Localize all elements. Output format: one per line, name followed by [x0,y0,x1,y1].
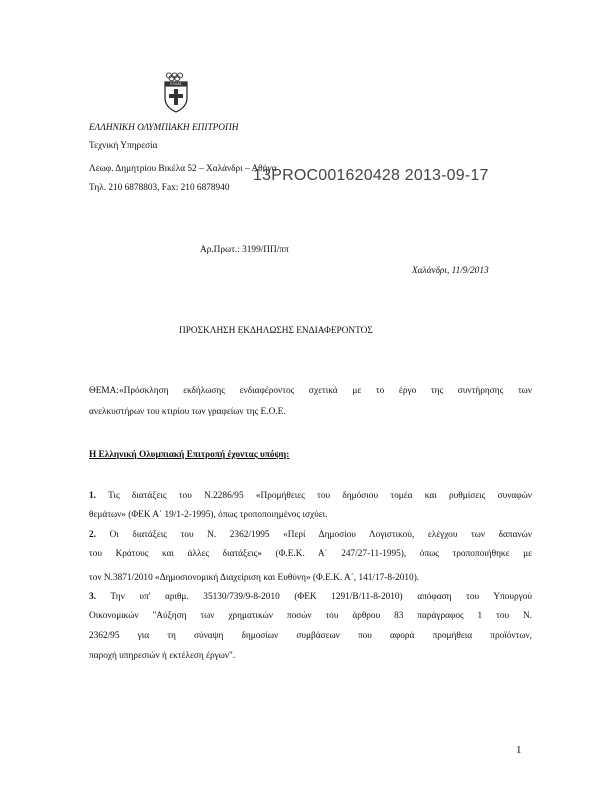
item-2-line-1 [89,529,532,541]
considering-heading: Η Ελληνική Ολυμπιακή Επιτροπή έχοντας υπόψη: [89,450,290,460]
address: Λεωφ. Δημητρίου Βικέλα 52 – Χαλάνδρι – Αθήνα [89,164,277,174]
department: Τεχνική Υπηρεσία [89,141,158,151]
item-3-text-1: Την υπ' αριθμ. 35130/739/9-8-2010 (ΦΕΚ 1291/Β/11-8-2010) απόφαση του Υπουργού [110,592,533,602]
item-3-line-1 [89,591,532,603]
protocol-number: Αρ.Πρωτ.: 3199/ΠΠ/ππ [200,245,289,255]
item-1-line-1 [89,490,532,502]
document-title: ΠΡΟΣΚΛΗΣΗ ΕΚΔΗΛΩΣΗΣ ΕΝΔΙΑΦΕΡΟΝΤΟΣ [179,326,373,336]
hoc-emblem-logo [163,71,189,113]
item-3-line-2: Οικονομικών "Αύξηση των χρηματικών ποσών του άρθρου 83 παράγραφος 1 του Ν. [89,611,532,621]
item-1-line-2: θεμάτων» (ΦΕΚ Α΄ 19/1-2-1995), όπως τροποποιημένος ισχύει. [89,510,328,520]
subject-line-1: ΘΕΜΑ:«Πρόσκληση εκδήλωσης ενδιαφέροντος σχετικά με το έργο της συντήρησης των [89,386,532,396]
item-2-number: 2. [89,530,96,540]
item-3-number: 3. [89,592,96,602]
item-3-line-4: παροχή υπηρεσιών ή εκτέλεση έργων". [89,651,236,661]
protocol-stamp: 13PROC001620428 2013-09-17 [253,167,489,184]
phone-fax: Τηλ. 210 6878803, Fax: 210 6878940 [89,183,230,193]
place-date: Χαλάνδρι, 11/9/2013 [412,266,489,276]
subject-line-2: ανελκυστήρων του κτιρίου των γραφείων της Ε.Ο.Ε. [89,407,286,417]
item-1-number: 1. [89,491,96,501]
item-3-line-3: 2362/95 για τη σύναψη δημοσίων συμβάσεων που αφορά προμήθεια προϊόντων, [89,631,532,641]
logo-label: ΕΛΛΑΣ [170,82,182,86]
item-2-line-2: του Κράτους και άλλες διατάξεις» (Φ.Ε.Κ. Α΄ 247/27-11-1995), όπως τροποποιήθηκε με [89,549,532,559]
page-number: 1 [516,744,522,756]
item-1-text-1: Τις διατάξεις του Ν.2286/95 «Προμήθειες του δημόσιου τομέα και ρυθμίσεις συναφών [108,491,532,501]
org-name: ΕΛΛΗΝΙΚΗ ΟΛΥΜΠΙΑΚΗ ΕΠΙΤΡΟΠΗ [89,123,239,133]
item-2-line-3: τον Ν.3871/2010 «Δημοσιονομική Διαχείριση και Ευθύνη» (Φ.Ε.Κ. Α΄, 141/17-8-2010). [89,573,420,583]
item-2-text-1: Οι διατάξεις του Ν. 2362/1995 «Περί Δημοσίου Λογιστικού, ελέγχου των δαπανών [109,530,532,540]
